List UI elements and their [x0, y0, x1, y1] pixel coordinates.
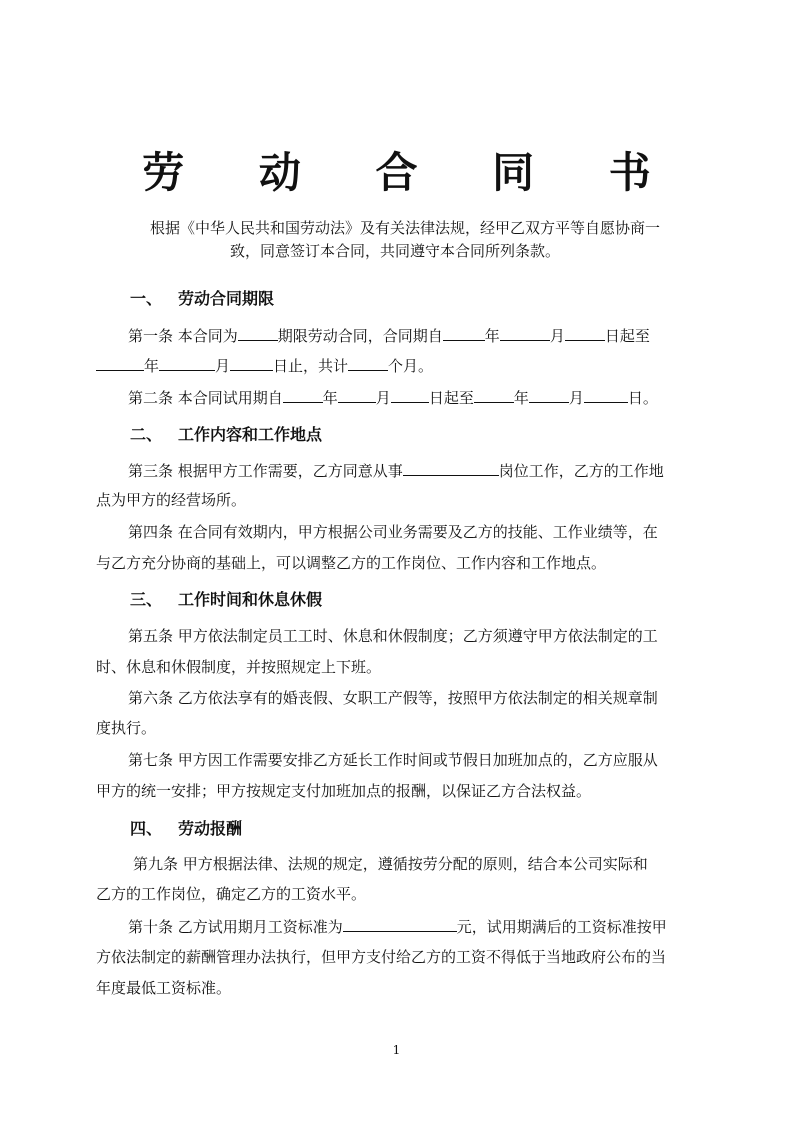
- article-7-line-2: 甲方的统一安排；甲方按规定支付加班加点的报酬，以保证乙方合法权益。: [96, 782, 592, 800]
- article-6-line-1: 第六条 乙方依法享有的婚丧假、女职工产假等，按照甲方依法制定的相关规章制: [128, 689, 658, 707]
- blank-end-day[interactable]: [230, 355, 273, 371]
- blank-end-year[interactable]: [96, 355, 144, 371]
- article-9-line-1: 第九条 甲方根据法律、法规的规定，遵循按劳分配的原则，结合本公司实际和: [133, 855, 648, 873]
- blank-probation-start-year[interactable]: [283, 387, 323, 403]
- section-heading-4: [130, 818, 242, 840]
- section-title: 劳动合同期限: [178, 289, 275, 308]
- article-6-line-2: 度执行。: [96, 719, 157, 737]
- blank-term-type[interactable]: [238, 325, 278, 341]
- blank-position[interactable]: [403, 460, 499, 476]
- article-4-line-2: 与乙方充分协商的基础上，可以调整乙方的工作岗位、工作内容和工作地点。: [96, 554, 607, 572]
- article-3-line-2: 点为甲方的经营场所。: [96, 491, 247, 509]
- article-1-line-1: 第一条 本合同为 期限劳动合同，合同期自 年 月 日起至: [128, 327, 650, 345]
- section-number: 一、: [130, 289, 163, 308]
- article-4-line-1: 第四条 在合同有效期内，甲方根据公司业务需要及乙方的技能、工作业绩等，在: [128, 523, 658, 541]
- article-7-line-1: 第七条 甲方因工作需要安排乙方延长工作时间或节假日加班加点的，乙方应服从: [128, 751, 658, 769]
- article-10-line-2: 方依法制定的薪酬管理办法执行，但甲方支付给乙方的工资不得低于当地政府公布的当: [96, 948, 667, 966]
- article-5-line-2: 时、休息和休假制度，并按照规定上下班。: [96, 658, 382, 676]
- intro-line-1: 根据《中华人民共和国劳动法》及有关法律法规，经甲乙双方平等自愿协商一: [150, 219, 661, 237]
- blank-probation-start-month[interactable]: [338, 387, 376, 403]
- blank-end-month[interactable]: [159, 355, 215, 371]
- article-10-line-1: 第十条 乙方试用期月工资标准为 元，试用期满后的工资标准按甲: [128, 918, 667, 936]
- blank-probation-end-year[interactable]: [474, 387, 514, 403]
- article-5-line-1: 第五条 甲方依法制定员工工时、休息和休假制度；乙方须遵守甲方依法制定的工: [128, 627, 658, 645]
- article-10-line-3: 年度最低工资标准。: [96, 979, 232, 997]
- page-number: 1: [392, 1043, 401, 1057]
- article-9-line-2: 乙方的工作岗位，确定乙方的工资水平。: [96, 885, 367, 903]
- blank-probation-end-month[interactable]: [529, 387, 569, 403]
- blank-total-months[interactable]: [348, 355, 388, 371]
- section-heading-3: [130, 589, 322, 611]
- section-title: 劳动报酬: [178, 819, 243, 838]
- section-number: 四、: [130, 819, 163, 838]
- blank-probation-start-day[interactable]: [391, 387, 429, 403]
- blank-start-month[interactable]: [500, 325, 550, 341]
- blank-probation-salary[interactable]: [343, 916, 457, 932]
- blank-start-day[interactable]: [565, 325, 605, 341]
- section-heading-1: [130, 288, 274, 310]
- blank-probation-end-day[interactable]: [584, 387, 628, 403]
- article-1-line-2: 年 月 日止，共计 个月。: [96, 355, 433, 376]
- section-number: 二、: [130, 425, 163, 444]
- article-2: 第二条 本合同试用期自 年 月 日起至 年 月 日。: [128, 389, 658, 407]
- section-heading-2: [130, 424, 322, 446]
- blank-start-year[interactable]: [443, 325, 485, 341]
- section-title: 工作时间和休息休假: [178, 590, 323, 609]
- section-title: 工作内容和工作地点: [178, 425, 323, 444]
- article-3-line-1: 第三条 根据甲方工作需要，乙方同意从事 岗位工作，乙方的工作地: [128, 462, 664, 480]
- document-title: 劳 动 合 同 书: [142, 148, 681, 197]
- section-number: 三、: [130, 590, 163, 609]
- intro-line-2: 致，同意签订本合同，共同遵守本合同所列条款。: [230, 242, 561, 260]
